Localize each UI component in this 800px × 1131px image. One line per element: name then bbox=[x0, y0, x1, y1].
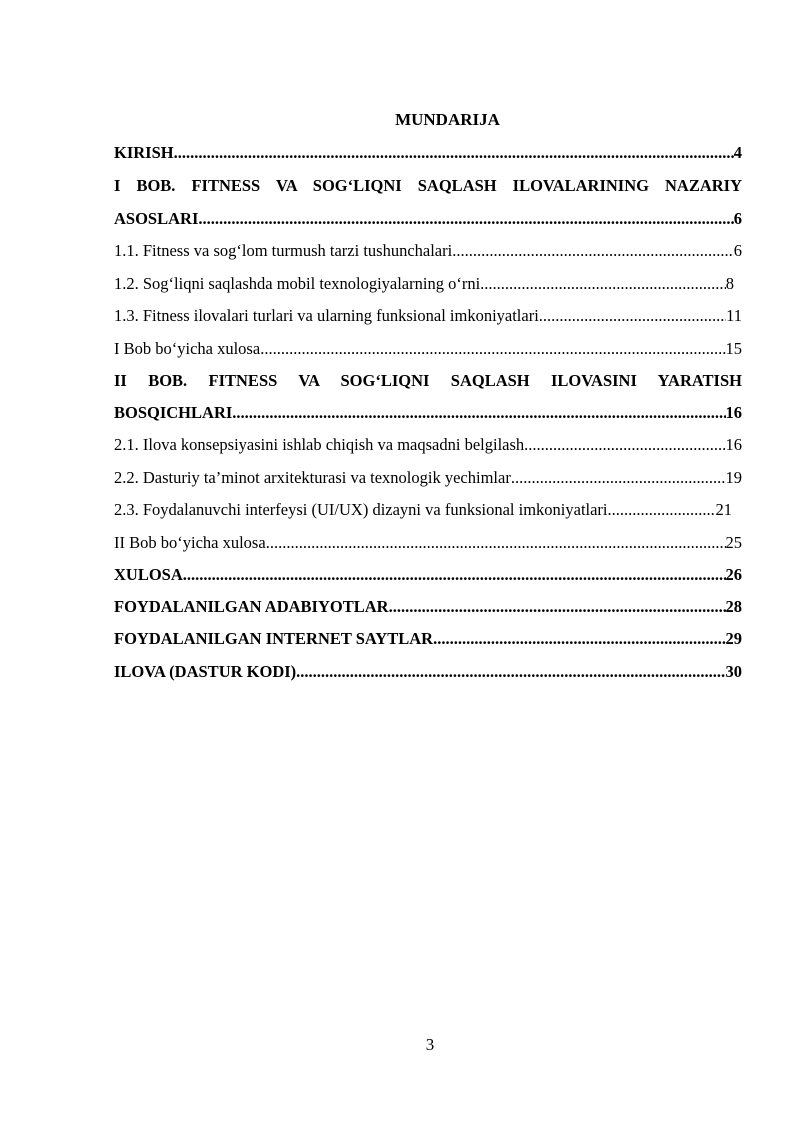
toc-chapter-1-title[interactable]: I BOB. FITNESS VA SOG‘LIQNI SAQLASH ILOVALARINING NAZARIY bbox=[114, 176, 742, 195]
toc-entry-text: 1.1. Fitness va sog‘lom turmush tarzi tushunchalari bbox=[114, 241, 453, 260]
toc-entry-1-1[interactable] bbox=[114, 241, 742, 261]
toc-entry-page: 29 bbox=[725, 629, 742, 648]
toc-entry-page: 30 bbox=[725, 662, 742, 681]
toc-entry-xulosa[interactable] bbox=[114, 565, 742, 585]
leader-dots bbox=[389, 597, 726, 617]
toc-entry-text: 2.3. Foydalanuvchi interfeysi (UI/UX) dizayni va funksional imkoniyatlari bbox=[114, 500, 608, 519]
toc-entry-2-1[interactable] bbox=[114, 435, 742, 455]
toc-entry-page: 15 bbox=[725, 339, 742, 358]
toc-entry-page: 25 bbox=[725, 533, 742, 552]
toc-entry-page: 6 bbox=[733, 209, 742, 228]
leader-dots bbox=[260, 339, 725, 359]
toc-entry-text: I Bob bo‘yicha xulosa bbox=[114, 339, 261, 358]
toc-entry-page: 4 bbox=[733, 143, 742, 162]
toc-entry-2-2[interactable] bbox=[114, 468, 742, 488]
toc-entry-page: 11 bbox=[726, 306, 742, 325]
leader-dots bbox=[183, 565, 726, 585]
toc-entry-text: 2.2. Dasturiy ta’minot arxitekturasi va texnologik yechimlar bbox=[114, 468, 511, 487]
toc-entry-1-3[interactable] bbox=[114, 306, 742, 326]
toc-entry-page: 26 bbox=[725, 565, 742, 584]
toc-chapter-2-title[interactable]: II BOB. FITNESS VA SOG‘LIQNI SAQLASH ILOVASINI YARATISH bbox=[114, 371, 742, 390]
toc-entry-text: II Bob bo‘yicha xulosa bbox=[114, 533, 266, 552]
toc-entry-text: ILOVA (DASTUR KODI) bbox=[114, 662, 297, 681]
page-number: 3 bbox=[425, 1035, 435, 1054]
leader-dots bbox=[198, 209, 733, 229]
toc-entry-2-3[interactable] bbox=[114, 500, 732, 520]
toc-entry-1-2[interactable] bbox=[114, 274, 734, 294]
leader-dots bbox=[452, 241, 734, 261]
toc-entry-text: KIRISH bbox=[114, 143, 174, 162]
toc-entry-ilova[interactable] bbox=[114, 662, 742, 682]
leader-dots bbox=[608, 500, 716, 520]
toc-entry-chapter-1-summary[interactable] bbox=[114, 339, 742, 359]
toc-entry-chapter-1[interactable] bbox=[114, 209, 742, 229]
toc-heading: MUNDARIJA bbox=[395, 110, 500, 129]
toc-entry-text: 1.2. Sog‘liqni saqlashda mobil texnologiyalarning o‘rni bbox=[114, 274, 481, 293]
toc-entry-page: 16 bbox=[725, 435, 742, 454]
toc-entry-chapter-2-summary[interactable] bbox=[114, 533, 742, 553]
leader-dots bbox=[232, 403, 725, 423]
toc-entry-page: 19 bbox=[725, 468, 742, 487]
toc-entry-text: XULOSA bbox=[114, 565, 183, 584]
toc-entry-text: ASOSLARI bbox=[114, 209, 199, 228]
toc-entry-page: 28 bbox=[725, 597, 742, 616]
leader-dots bbox=[524, 435, 725, 455]
leader-dots bbox=[480, 274, 726, 294]
leader-dots bbox=[266, 533, 726, 553]
leader-dots bbox=[174, 143, 734, 163]
leader-dots bbox=[433, 629, 725, 649]
toc-entry-text: BOSQICHLARI bbox=[114, 403, 233, 422]
leader-dots bbox=[296, 662, 725, 682]
leader-dots bbox=[511, 468, 726, 488]
toc-entry-adabiyotlar[interactable] bbox=[114, 597, 742, 617]
toc-entry-page: 21 bbox=[715, 500, 732, 519]
toc-entry-page: 6 bbox=[733, 241, 742, 260]
toc-entry-page: 16 bbox=[725, 403, 742, 422]
toc-entry-page: 8 bbox=[725, 274, 734, 293]
leader-dots bbox=[539, 306, 726, 326]
toc-entry-text: FOYDALANILGAN ADABIYOTLAR bbox=[114, 597, 389, 616]
toc-entry-internet-saytlar[interactable] bbox=[114, 629, 742, 649]
toc-entry-chapter-2[interactable] bbox=[114, 403, 742, 423]
toc-entry-text: FOYDALANILGAN INTERNET SAYTLAR bbox=[114, 629, 434, 648]
toc-entry-text: 2.1. Ilova konsepsiyasini ishlab chiqish va maqsadni belgilash bbox=[114, 435, 525, 454]
toc-entry-text: 1.3. Fitness ilovalari turlari va ularning funksional imkoniyatlari bbox=[114, 306, 539, 325]
toc-entry-kirish[interactable] bbox=[114, 143, 742, 163]
